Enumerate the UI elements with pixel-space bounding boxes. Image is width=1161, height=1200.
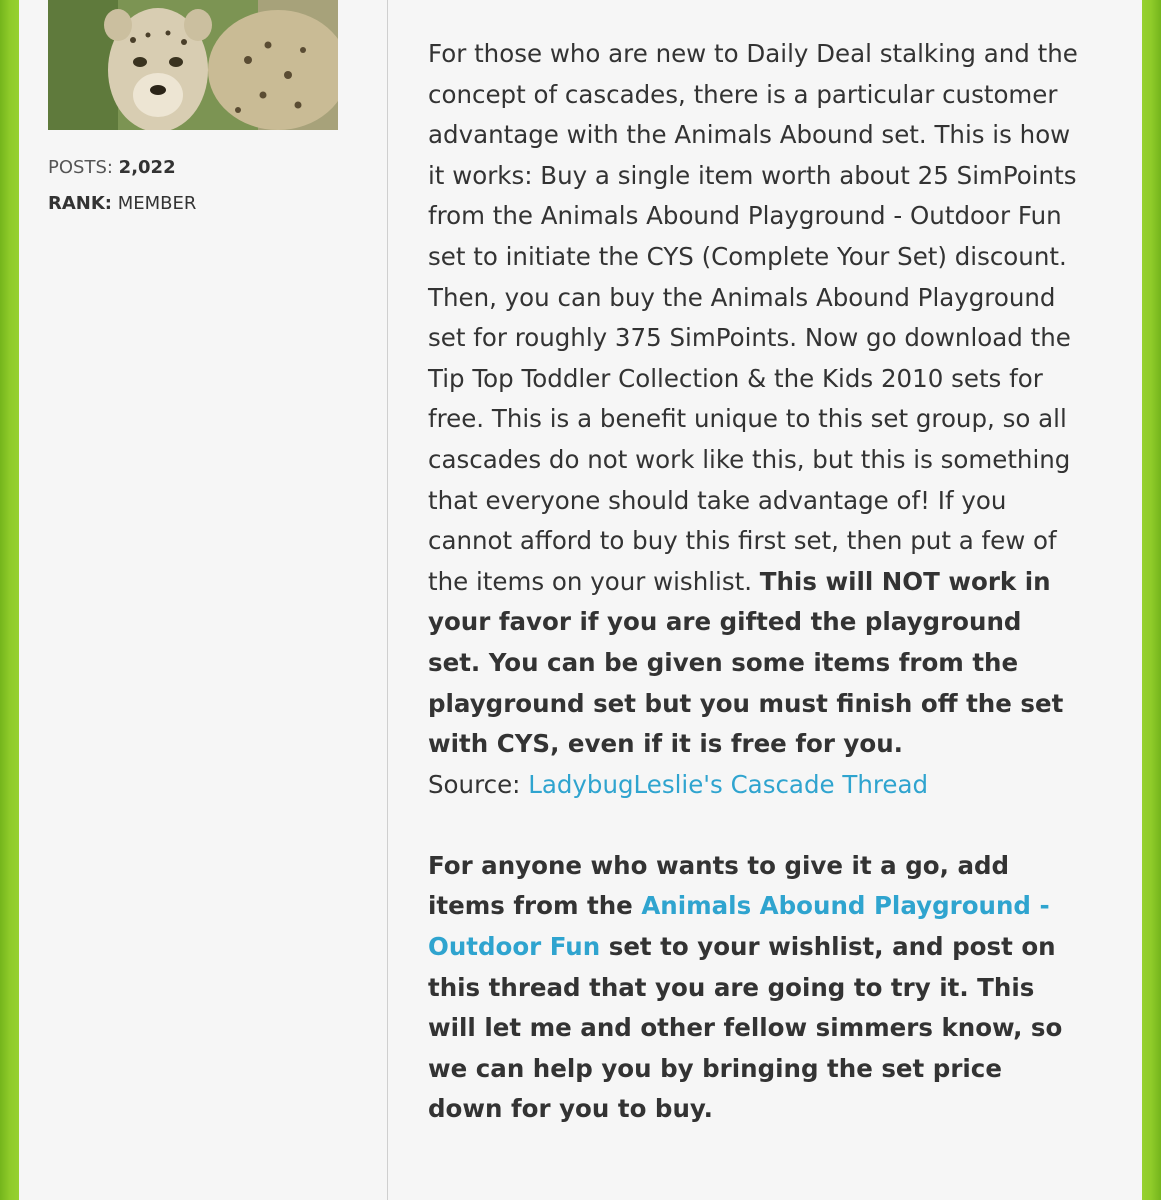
rank-value: MEMBER	[117, 193, 197, 214]
set-link[interactable]: Animals Abound Playground - Outdoor Fun	[428, 891, 1050, 962]
posts-count: 2,022	[118, 157, 176, 178]
post-paragraph-2-before: For anyone who wants to give it a go, add items from the	[428, 850, 1010, 921]
post-paragraph-2	[428, 846, 1078, 1130]
rank-stat	[48, 186, 196, 222]
user-sidebar	[19, 0, 388, 1200]
user-stats	[48, 150, 196, 222]
paragraph-spacer	[428, 805, 1078, 846]
posts-label: POSTS:	[48, 157, 113, 178]
post-paragraph-1	[428, 34, 1078, 765]
source-label: Source:	[428, 769, 529, 799]
rank-label: RANK:	[48, 193, 113, 214]
forum-post-panel	[19, 0, 1142, 1200]
post-paragraph-2-bold	[428, 851, 1062, 1124]
cheetah-cub-avatar-icon	[48, 0, 338, 130]
post-paragraph-1-bold: This will NOT work in your favor if you are gifted the playground set. You can be given some items from the playground set but you must finish off the set with CYS, even if it is free for you.	[428, 566, 1064, 759]
post-paragraph-2-after: set to your wishlist, and post on this thread that you are going to try it. This will let me and other fellow simmers know, so we can help you by bringing the set price down for you to buy.	[428, 932, 1063, 1124]
post-paragraph-1-text: For those who are new to Daily Deal stalking and the concept of cascades, there is a particular customer advantage with the Animals Abound set. This is how it works: Buy a single item worth about 25 SimPoints from the Animals Abound Playground - Outdoor Fun set to initiate the CYS (Complete Your Set) discount. Then, you can buy the Animals Abound Playground set for roughly 375 SimPoints. Now go download the Tip Top Toddler Collection & the Kids 2010 sets for free. This is a benefit unique to this set group, so all cascades do not work like this, but this is something that everyone should take advantage of! If you cannot afford to buy this first set, then put a few of the items on your wishlist.	[428, 39, 1078, 596]
posts-stat	[48, 150, 196, 186]
post-source-line	[428, 765, 1078, 806]
avatar[interactable]	[48, 0, 338, 130]
post-body	[428, 34, 1078, 1130]
source-link[interactable]: LadybugLeslie's Cascade Thread	[528, 769, 929, 799]
